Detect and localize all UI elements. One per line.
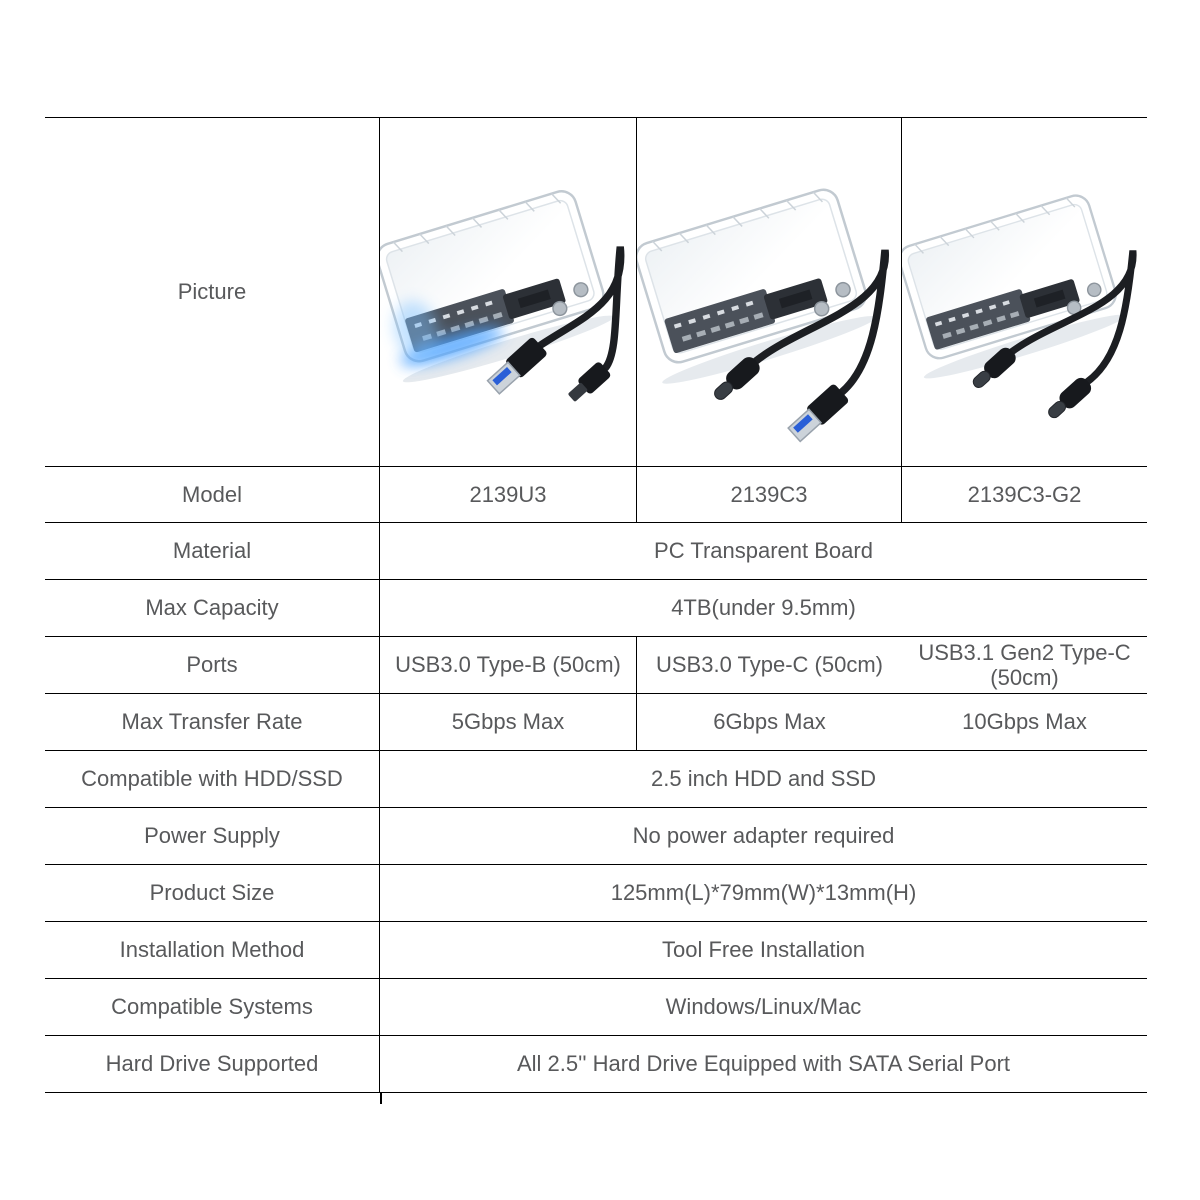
material-value: PC Transparent Board (654, 538, 873, 564)
row-compatible-systems (45, 979, 1147, 1036)
enclosure-usb-micro-b-product-image (380, 118, 636, 466)
row-label-installation-method (45, 922, 380, 978)
hard-drive-supported-value: All 2.5'' Hard Drive Equipped with SATA Serial Port (516, 1051, 1011, 1077)
transfer-value: 10Gbps Max (962, 709, 1087, 735)
row-hard-drive-supported (45, 1036, 1147, 1093)
row-label-text: Installation Method (119, 937, 305, 963)
row-label-product-size (45, 865, 380, 921)
row-max-transfer-rate (45, 694, 1147, 751)
product-image-cell-2139c3-g2 (902, 118, 1147, 466)
row-label-model (45, 467, 380, 522)
product-size-value: 125mm(L)*79mm(W)*13mm(H) (610, 880, 917, 906)
row-ports (45, 637, 1147, 694)
row-label-compatible-systems (45, 979, 380, 1035)
cell-ports-2 (637, 637, 902, 693)
enclosure-usb-c-to-a-product-image (637, 118, 901, 466)
model-value: 2139U3 (469, 481, 547, 507)
row-model (45, 467, 1147, 523)
row-label-ports (45, 637, 380, 693)
spec-table (45, 117, 1147, 1093)
product-image-cell-2139u3 (380, 118, 637, 466)
row-label-picture (45, 118, 380, 466)
cell-hard-drive-supported (380, 1036, 1147, 1092)
row-label-text: Material (172, 538, 252, 564)
cell-product-size (380, 865, 1147, 921)
row-material (45, 523, 1147, 580)
ports-value: USB3.1 Gen2 Type-C (50cm) (918, 639, 1131, 690)
row-label-text: Hard Drive Supported (105, 1051, 319, 1077)
cell-model-3 (902, 467, 1147, 522)
cell-material (380, 523, 1147, 579)
row-product-size (45, 865, 1147, 922)
row-picture (45, 118, 1147, 467)
compatible-hdd-ssd-value: 2.5 inch HDD and SSD (651, 766, 876, 792)
product-image-cell-2139c3 (637, 118, 902, 466)
row-label-text: Ports (186, 652, 238, 678)
cell-transfer-3 (902, 694, 1147, 750)
enclosure-usb-c-to-c-product-image (902, 118, 1147, 466)
row-label-text: Max Transfer Rate (121, 709, 303, 735)
model-value: 2139C3-G2 (967, 481, 1082, 507)
row-label-text: Power Supply (144, 823, 280, 849)
row-label-compatible-hdd-ssd (45, 751, 380, 807)
row-max-capacity (45, 580, 1147, 637)
row-compatible-hdd-ssd (45, 751, 1147, 808)
cell-transfer-2 (637, 694, 902, 750)
model-value: 2139C3 (730, 481, 808, 507)
cell-transfer-1 (380, 694, 637, 750)
cell-model-1 (380, 467, 637, 522)
max-capacity-value: 4TB(under 9.5mm) (671, 595, 856, 621)
row-label-text: Compatible with HDD/SSD (81, 766, 343, 792)
compatible-systems-value: Windows/Linux/Mac (665, 994, 862, 1020)
cell-ports-3 (902, 637, 1147, 693)
cell-ports-1 (380, 637, 637, 693)
row-label-material (45, 523, 380, 579)
row-label-text: Model (182, 481, 242, 507)
cell-installation-method (380, 922, 1147, 978)
row-label-text: Product Size (149, 880, 275, 906)
row-label-power-supply (45, 808, 380, 864)
row-label-max-transfer-rate (45, 694, 380, 750)
ports-value: USB3.0 Type-B (50cm) (395, 652, 621, 678)
row-power-supply (45, 808, 1147, 865)
installation-method-value: Tool Free Installation (662, 937, 865, 963)
power-supply-value: No power adapter required (632, 823, 895, 849)
row-label-text: Picture (177, 279, 247, 305)
row-label-text: Max Capacity (145, 595, 279, 621)
cell-compatible-systems (380, 979, 1147, 1035)
row-label-text: Compatible Systems (111, 994, 313, 1020)
row-label-hard-drive-supported (45, 1036, 380, 1092)
cell-compatible-hdd-ssd (380, 751, 1147, 807)
cell-max-capacity (380, 580, 1147, 636)
cell-model-2 (637, 467, 902, 522)
row-label-max-capacity (45, 580, 380, 636)
transfer-value: 6Gbps Max (713, 709, 826, 735)
cell-power-supply (380, 808, 1147, 864)
column-divider-stub (380, 1093, 382, 1104)
row-installation-method (45, 922, 1147, 979)
ports-value: USB3.0 Type-C (50cm) (655, 652, 883, 678)
transfer-value: 5Gbps Max (451, 709, 565, 735)
